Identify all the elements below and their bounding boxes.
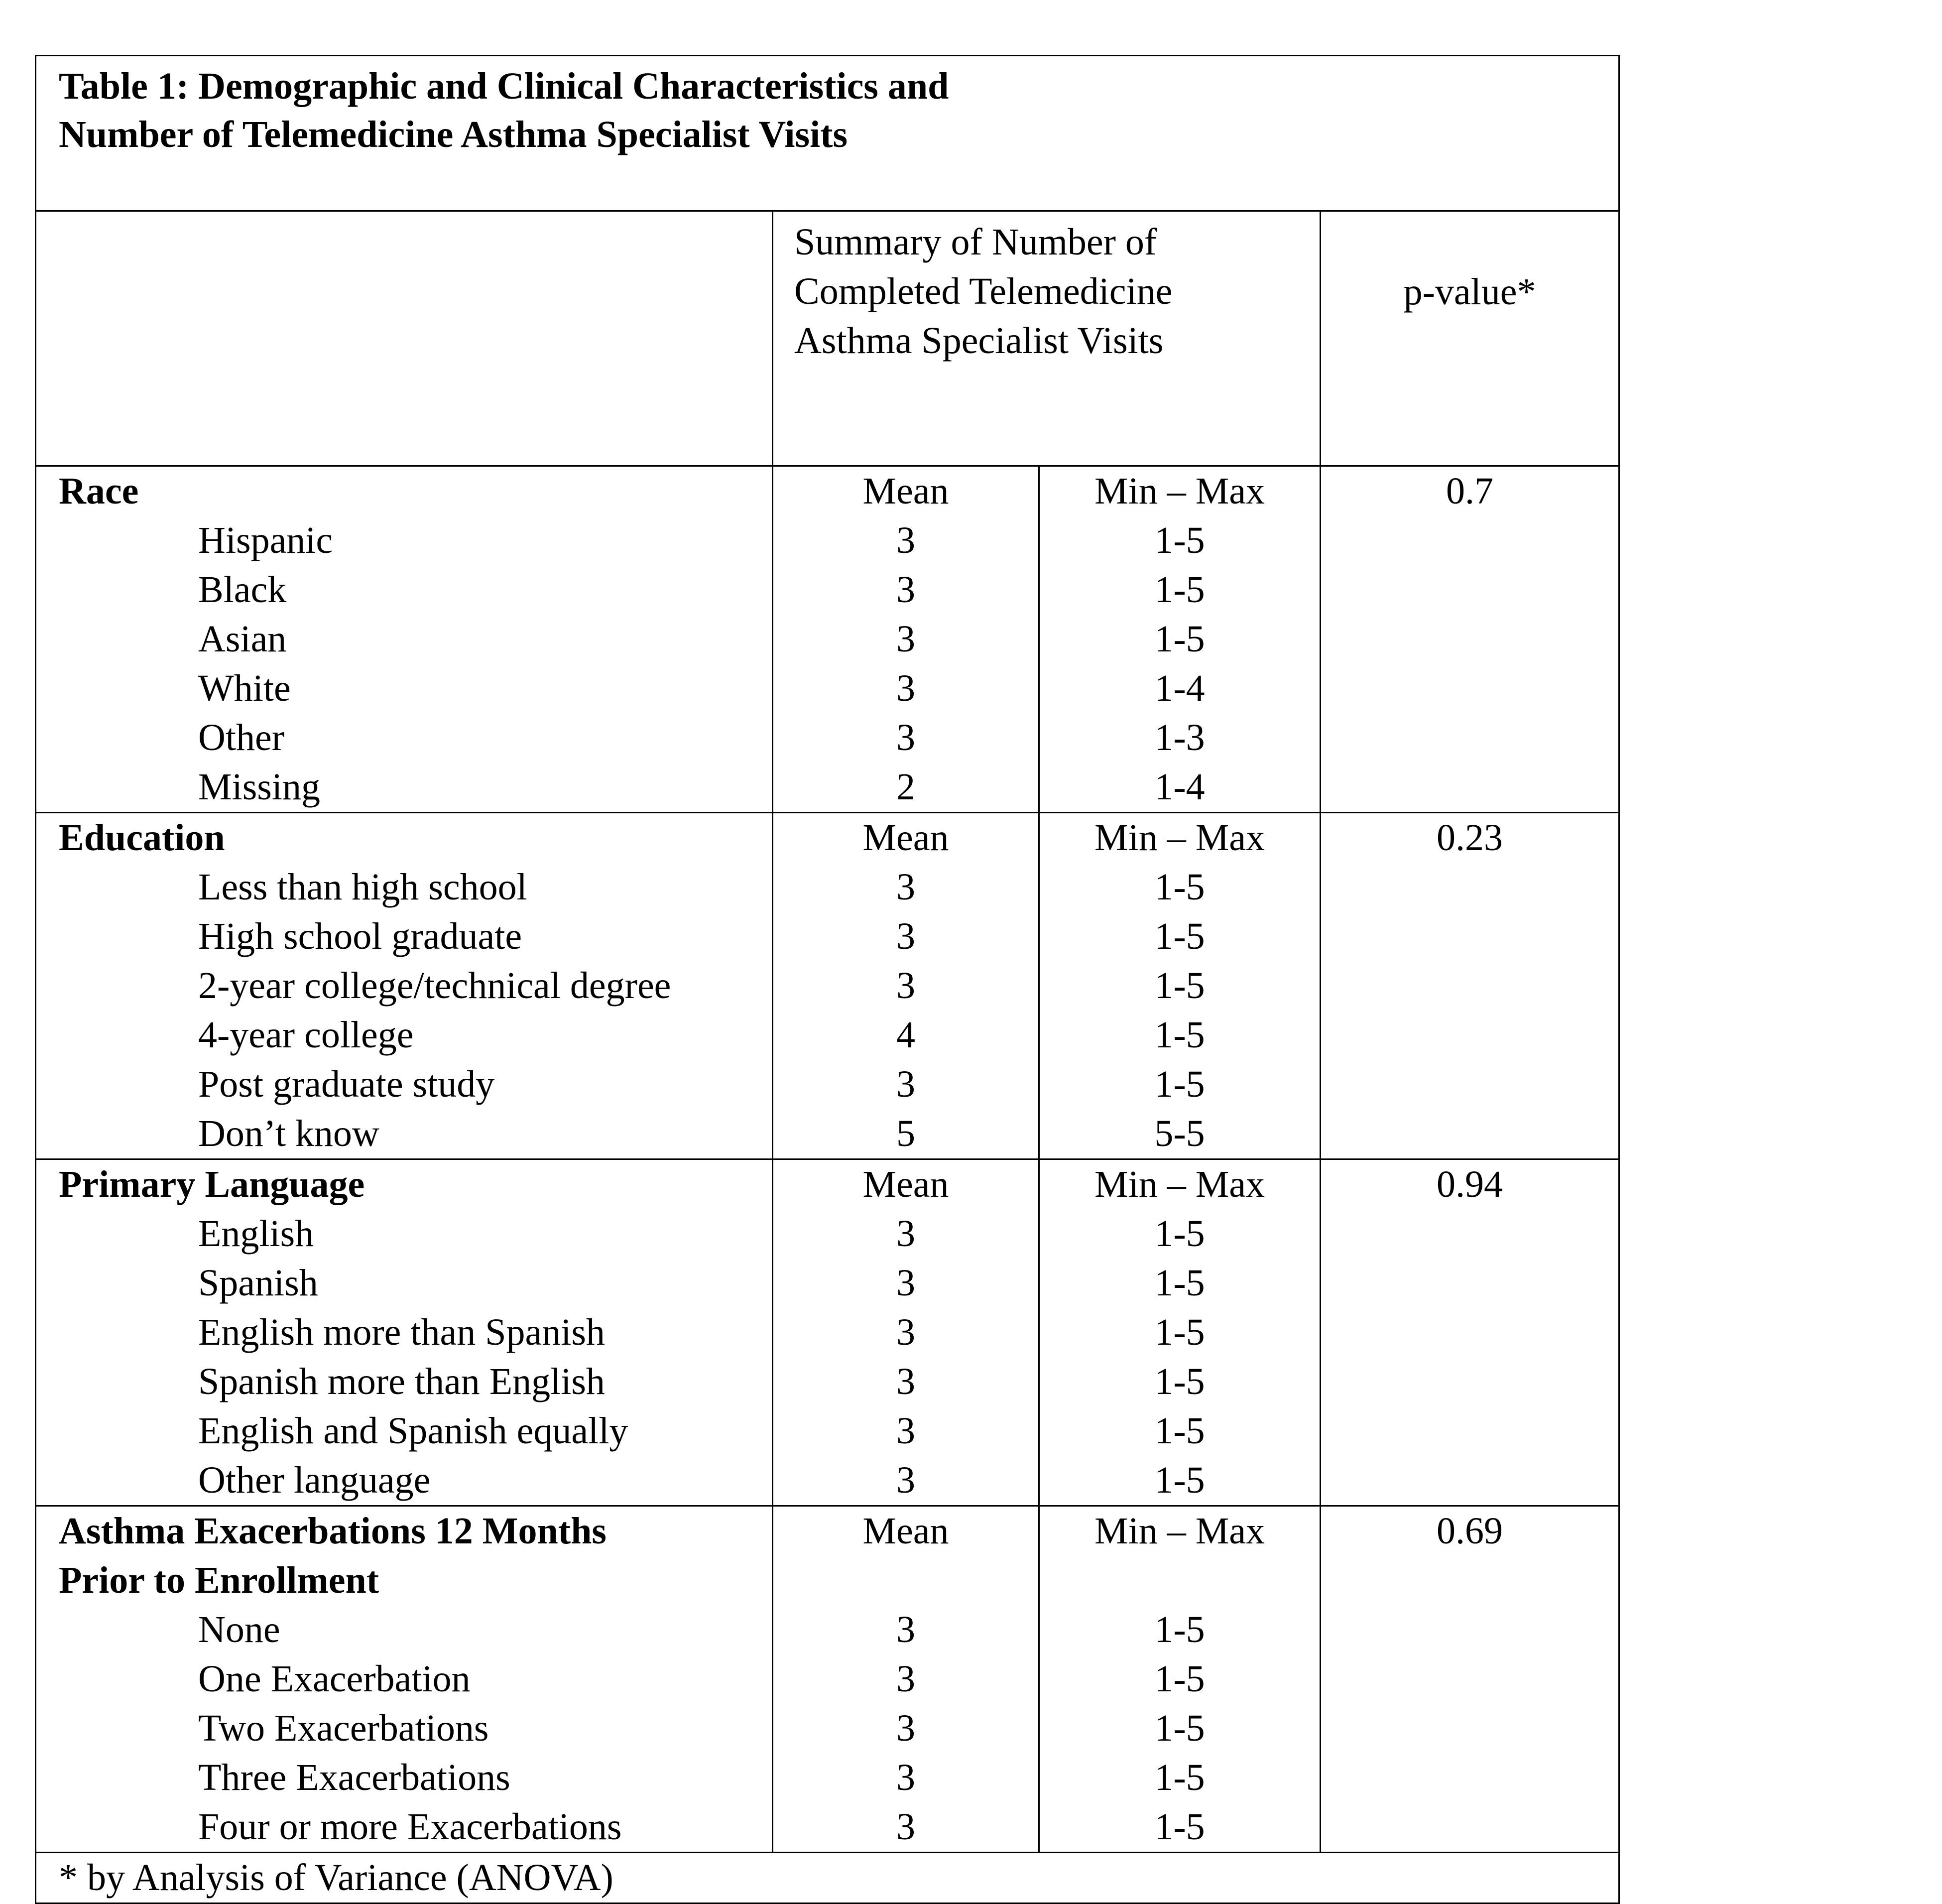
row-mean: 3	[773, 1259, 1039, 1308]
row-label: Hispanic	[36, 516, 773, 565]
row-mean: 3	[773, 565, 1039, 615]
row-label: One Exacerbation	[36, 1654, 773, 1704]
range-column-label: Min – Max	[1039, 466, 1321, 516]
range-column-label: Min – Max	[1039, 813, 1321, 863]
row-pvalue-empty	[1321, 1060, 1619, 1109]
row-range: 1-5	[1039, 1308, 1321, 1357]
row-label: English more than Spanish	[36, 1308, 773, 1357]
row-pvalue-empty	[1321, 863, 1619, 912]
footnote: * by Analysis of Variance (ANOVA)	[36, 1853, 1619, 1904]
table-row	[36, 1209, 1619, 1259]
summary-header	[773, 211, 1321, 466]
section-pvalue: 0.7	[1321, 466, 1619, 516]
row-pvalue-empty	[1321, 1259, 1619, 1308]
row-range: 1-5	[1039, 1654, 1321, 1704]
table-row	[36, 565, 1619, 615]
row-label: Don’t know	[36, 1109, 773, 1159]
table-row	[36, 1456, 1619, 1506]
table-row	[36, 713, 1619, 762]
table-row	[36, 1406, 1619, 1456]
section-pvalue: 0.23	[1321, 813, 1619, 863]
row-mean: 3	[773, 912, 1039, 961]
row-pvalue-empty	[1321, 1109, 1619, 1159]
range-column-label: Min – Max	[1039, 1159, 1321, 1210]
section-label-line-1: Education	[59, 817, 225, 859]
row-mean: 3	[773, 1704, 1039, 1753]
row-pvalue-empty	[1321, 912, 1619, 961]
row-mean: 3	[773, 961, 1039, 1011]
row-label: Missing	[36, 762, 773, 813]
table-title	[36, 56, 1619, 211]
row-mean: 5	[773, 1109, 1039, 1159]
row-label: Less than high school	[36, 863, 773, 912]
table-row	[36, 912, 1619, 961]
table-row	[36, 1109, 1619, 1159]
row-mean: 3	[773, 1060, 1039, 1109]
row-mean: 3	[773, 863, 1039, 912]
summary-header-line-1: Summary of Number of	[794, 221, 1157, 263]
row-pvalue-empty	[1321, 713, 1619, 762]
row-pvalue-empty	[1321, 1357, 1619, 1406]
row-label: Two Exacerbations	[36, 1704, 773, 1753]
row-label: 2-year college/technical degree	[36, 961, 773, 1011]
section-label	[36, 813, 773, 863]
table-row	[36, 1357, 1619, 1406]
row-range: 1-5	[1039, 1406, 1321, 1456]
table-row	[36, 961, 1619, 1011]
section-header-row	[36, 466, 1619, 516]
row-range: 1-4	[1039, 664, 1321, 713]
range-column-label: Min – Max	[1039, 1506, 1321, 1606]
table-row	[36, 863, 1619, 912]
row-range: 1-5	[1039, 1011, 1321, 1060]
section-label	[36, 1159, 773, 1210]
footnote-row	[36, 1853, 1619, 1904]
row-mean: 3	[773, 1209, 1039, 1259]
row-mean: 3	[773, 1308, 1039, 1357]
mean-column-label: Mean	[773, 813, 1039, 863]
row-label: Spanish	[36, 1259, 773, 1308]
table-row	[36, 1011, 1619, 1060]
row-mean: 3	[773, 1654, 1039, 1704]
row-mean: 3	[773, 1357, 1039, 1406]
summary-header-line-3: Asthma Specialist Visits	[794, 320, 1164, 362]
row-pvalue-empty	[1321, 1704, 1619, 1753]
row-label: Black	[36, 565, 773, 615]
row-pvalue-empty	[1321, 516, 1619, 565]
row-label: English	[36, 1209, 773, 1259]
row-range: 1-5	[1039, 1802, 1321, 1853]
table-row	[36, 762, 1619, 813]
section-label	[36, 466, 773, 516]
mean-column-label: Mean	[773, 1506, 1039, 1606]
summary-header-line-2: Completed Telemedicine	[794, 270, 1173, 312]
row-range: 1-5	[1039, 1060, 1321, 1109]
row-mean: 3	[773, 1456, 1039, 1506]
table-row	[36, 1802, 1619, 1853]
mean-column-label: Mean	[773, 1159, 1039, 1210]
row-mean: 3	[773, 516, 1039, 565]
row-mean: 4	[773, 1011, 1039, 1060]
table-row	[36, 1259, 1619, 1308]
row-label: Asian	[36, 615, 773, 664]
row-pvalue-empty	[1321, 565, 1619, 615]
table-row	[36, 516, 1619, 565]
row-range: 1-5	[1039, 1704, 1321, 1753]
table-title-line-1: Table 1: Demographic and Clinical Characteristics and	[59, 65, 949, 107]
section-label-line-2: Prior to Enrollment	[59, 1559, 379, 1601]
header-row	[36, 211, 1619, 466]
row-range: 1-5	[1039, 961, 1321, 1011]
section-label-line-1: Asthma Exacerbations 12 Months	[59, 1510, 607, 1552]
section-label-line-1: Race	[59, 470, 139, 512]
row-label: Other	[36, 713, 773, 762]
table-row	[36, 1654, 1619, 1704]
table-row	[36, 615, 1619, 664]
row-mean: 3	[773, 664, 1039, 713]
row-pvalue-empty	[1321, 1308, 1619, 1357]
row-label: Other language	[36, 1456, 773, 1506]
row-mean: 3	[773, 1406, 1039, 1456]
row-range: 1-5	[1039, 1605, 1321, 1654]
section-label-line-1: Primary Language	[59, 1163, 365, 1205]
row-pvalue-empty	[1321, 1802, 1619, 1853]
row-pvalue-empty	[1321, 664, 1619, 713]
row-mean: 2	[773, 762, 1039, 813]
table-row	[36, 1060, 1619, 1109]
row-range: 1-5	[1039, 912, 1321, 961]
row-pvalue-empty	[1321, 615, 1619, 664]
table-row	[36, 664, 1619, 713]
characteristics-table	[35, 55, 1620, 1904]
row-pvalue-empty	[1321, 961, 1619, 1011]
row-label: Post graduate study	[36, 1060, 773, 1109]
row-label: None	[36, 1605, 773, 1654]
row-mean: 3	[773, 615, 1039, 664]
table-row	[36, 1753, 1619, 1802]
row-mean: 3	[773, 1753, 1039, 1802]
table-row	[36, 1704, 1619, 1753]
header-empty-cell	[36, 211, 773, 466]
row-range: 1-3	[1039, 713, 1321, 762]
row-range: 1-4	[1039, 762, 1321, 813]
table-row	[36, 1308, 1619, 1357]
row-label: White	[36, 664, 773, 713]
row-mean: 3	[773, 1605, 1039, 1654]
title-row	[36, 56, 1619, 211]
table-title-line-2: Number of Telemedicine Asthma Specialist Visits	[59, 114, 848, 155]
row-mean: 3	[773, 1802, 1039, 1853]
row-label: Three Exacerbations	[36, 1753, 773, 1802]
table-row	[36, 1605, 1619, 1654]
row-pvalue-empty	[1321, 1654, 1619, 1704]
mean-column-label: Mean	[773, 466, 1039, 516]
section-label	[36, 1506, 773, 1606]
row-range: 5-5	[1039, 1109, 1321, 1159]
section-header-row	[36, 1506, 1619, 1606]
row-pvalue-empty	[1321, 1456, 1619, 1506]
row-label: Spanish more than English	[36, 1357, 773, 1406]
section-header-row	[36, 1159, 1619, 1210]
row-label: English and Spanish equally	[36, 1406, 773, 1456]
row-range: 1-5	[1039, 516, 1321, 565]
row-pvalue-empty	[1321, 1011, 1619, 1060]
row-range: 1-5	[1039, 863, 1321, 912]
row-range: 1-5	[1039, 1753, 1321, 1802]
row-range: 1-5	[1039, 1357, 1321, 1406]
row-label: Four or more Exacerbations	[36, 1802, 773, 1853]
row-range: 1-5	[1039, 1259, 1321, 1308]
row-pvalue-empty	[1321, 1406, 1619, 1456]
row-range: 1-5	[1039, 565, 1321, 615]
row-pvalue-empty	[1321, 1605, 1619, 1654]
row-pvalue-empty	[1321, 1753, 1619, 1802]
row-mean: 3	[773, 713, 1039, 762]
section-pvalue: 0.94	[1321, 1159, 1619, 1210]
section-header-row	[36, 813, 1619, 863]
row-range: 1-5	[1039, 615, 1321, 664]
row-pvalue-empty	[1321, 1209, 1619, 1259]
section-pvalue: 0.69	[1321, 1506, 1619, 1606]
row-range: 1-5	[1039, 1209, 1321, 1259]
row-range: 1-5	[1039, 1456, 1321, 1506]
row-pvalue-empty	[1321, 762, 1619, 813]
row-label: High school graduate	[36, 912, 773, 961]
pvalue-header: p-value*	[1321, 211, 1619, 466]
row-label: 4-year college	[36, 1011, 773, 1060]
